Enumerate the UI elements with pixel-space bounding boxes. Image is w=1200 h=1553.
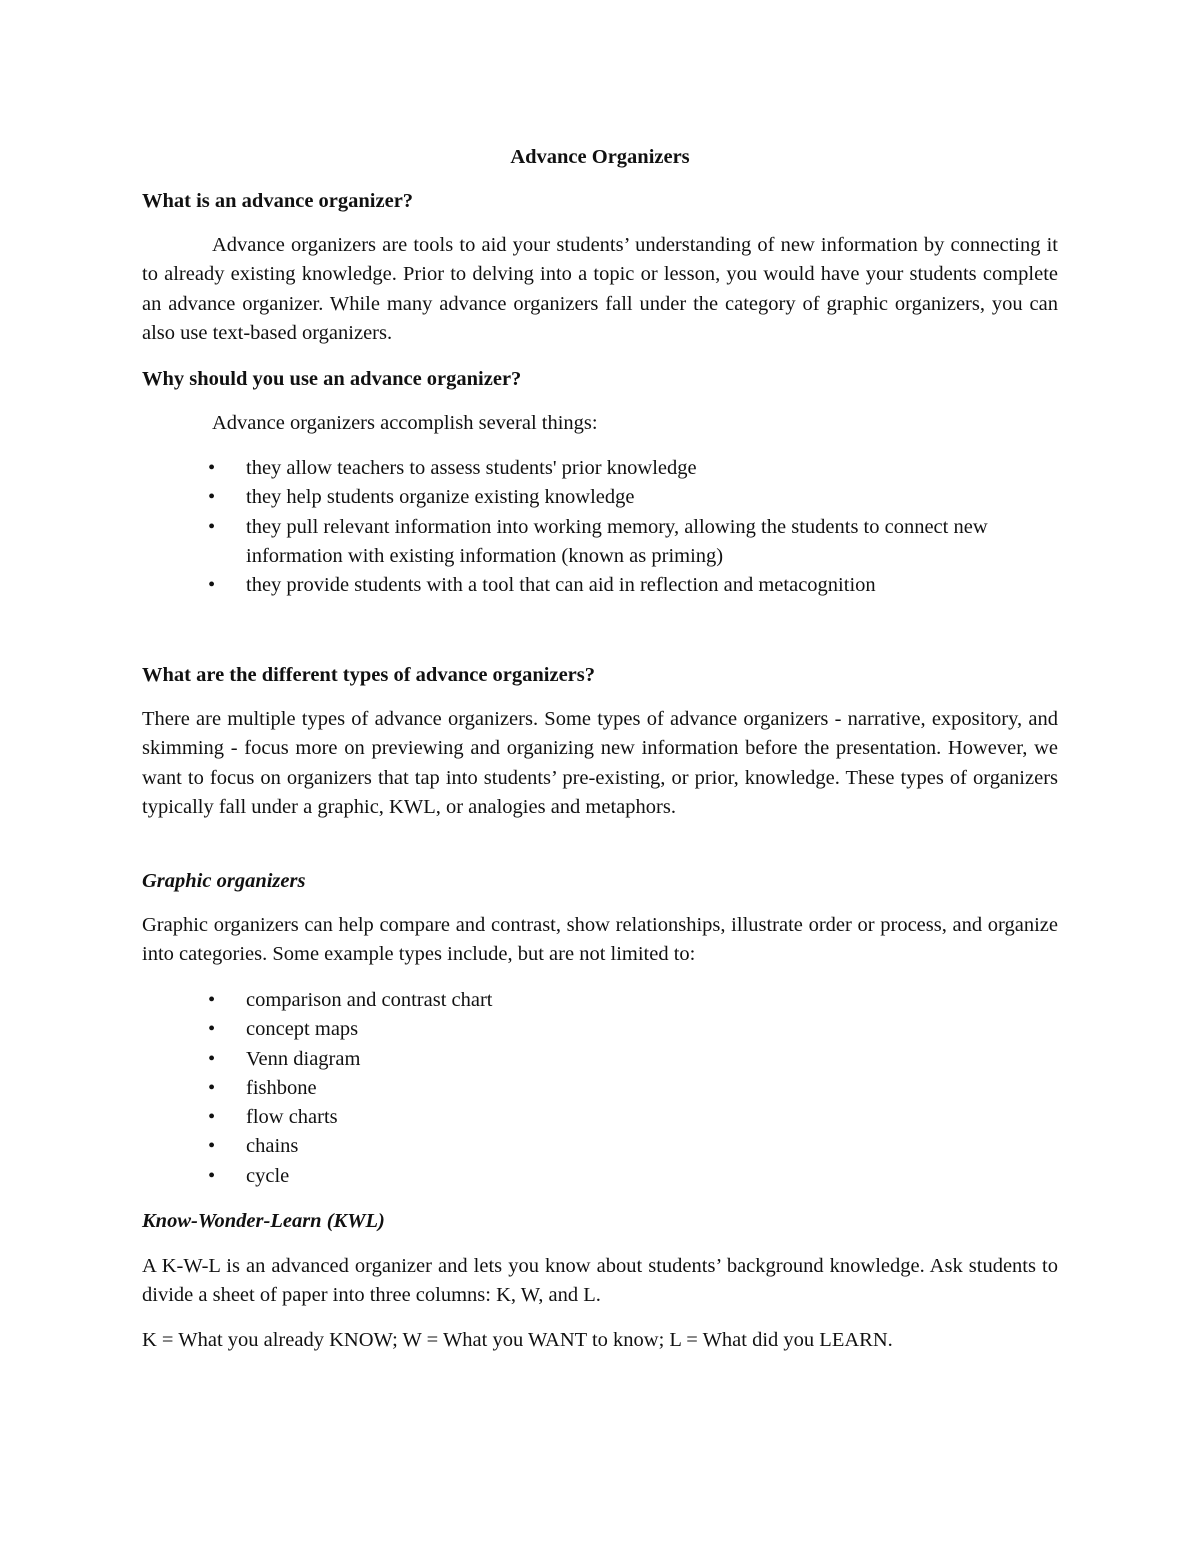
bullet-icon: •: [208, 1106, 216, 1129]
section-paragraph-what-is: Advance organizers are tools to aid your students’ understanding of new information by connecting it to already existing knowledge. Prior to delving into a topic or lesson, you would have your students complete an advance organizer. While many advance organizers fall under the category of graphic organizers, you can also use text-based organizers.: [142, 234, 1058, 344]
bullet-icon: •: [208, 1135, 216, 1158]
kwl-definition: K = What you already KNOW; W = What you WANT to know; L = What did you LEARN.: [142, 1329, 893, 1351]
page-title: Advance Organizers: [510, 146, 690, 168]
list-item-text: chains: [246, 1135, 299, 1158]
bullet-icon: •: [208, 1047, 216, 1070]
list-item: [208, 1074, 1068, 1103]
bullet-icon: •: [208, 1018, 216, 1041]
bullet-icon: •: [208, 1164, 216, 1187]
section-heading-types: What are the different types of advance organizers?: [142, 664, 596, 686]
list-item-text: fishbone: [246, 1076, 317, 1099]
list-item-text: they pull relevant information into working memory, allowing the students to connect new information with existing information (known as priming): [246, 515, 988, 567]
bullet-icon: •: [208, 486, 216, 509]
list-item: [208, 454, 1068, 483]
list-item: [208, 513, 1068, 572]
list-item: [208, 1045, 1068, 1074]
list-item-text: they help students organize existing knowledge: [246, 486, 635, 509]
list-item: [208, 483, 1068, 512]
list-item-text: comparison and contrast chart: [246, 989, 493, 1011]
subsection-heading-graphic: Graphic organizers: [142, 870, 306, 892]
subsection-paragraph-kwl: A K-W-L is an advanced organizer and lets you know about students’ background knowledge. Ask students to divide a sheet of paper into three columns: K, W, and L.: [142, 1255, 1058, 1307]
bullet-icon: •: [208, 989, 216, 1011]
section-intro-why-use: Advance organizers accomplish several things:: [212, 412, 598, 434]
list-item-text: cycle: [246, 1164, 290, 1187]
list-item: [208, 571, 1068, 600]
bullet-icon: •: [208, 515, 216, 538]
subsection-paragraph-graphic: Graphic organizers can help compare and contrast, show relationships, illustrate order or process, and organize into categories. Some example types include, but are not limited to:: [142, 914, 1058, 966]
list-item-text: they provide students with a tool that can aid in reflection and metacognition: [246, 574, 876, 597]
bullet-icon: •: [208, 457, 216, 479]
list-item: [208, 1162, 1068, 1191]
list-item: [208, 1103, 1068, 1132]
list-item-text: they allow teachers to assess students' prior knowledge: [246, 457, 697, 479]
list-item-text: Venn diagram: [246, 1047, 361, 1070]
list-item: [208, 1132, 1068, 1161]
list-item: [208, 1015, 1068, 1044]
bullet-icon: •: [208, 574, 216, 597]
benefits-list: [208, 454, 1068, 600]
bullet-icon: •: [208, 1076, 216, 1099]
section-heading-what-is: What is an advance organizer?: [142, 190, 414, 212]
section-heading-why-use: Why should you use an advance organizer?: [142, 368, 522, 390]
list-item: [208, 986, 1068, 1015]
section-paragraph-types: There are multiple types of advance organizers. Some types of advance organizers - narrative, expository, and skimming - focus more on previewing and organizing new information before the presentation. However, we want to focus on organizers that tap into students’ pre-existing, or prior, knowledge. These types of organizers typically fall under a graphic, KWL, or analogies and metaphors.: [142, 708, 1058, 818]
subsection-heading-kwl: Know-Wonder-Learn (KWL): [142, 1210, 385, 1232]
graphic-types-list: [208, 986, 1068, 1191]
list-item-text: concept maps: [246, 1018, 359, 1041]
list-item-text: flow charts: [246, 1106, 338, 1129]
